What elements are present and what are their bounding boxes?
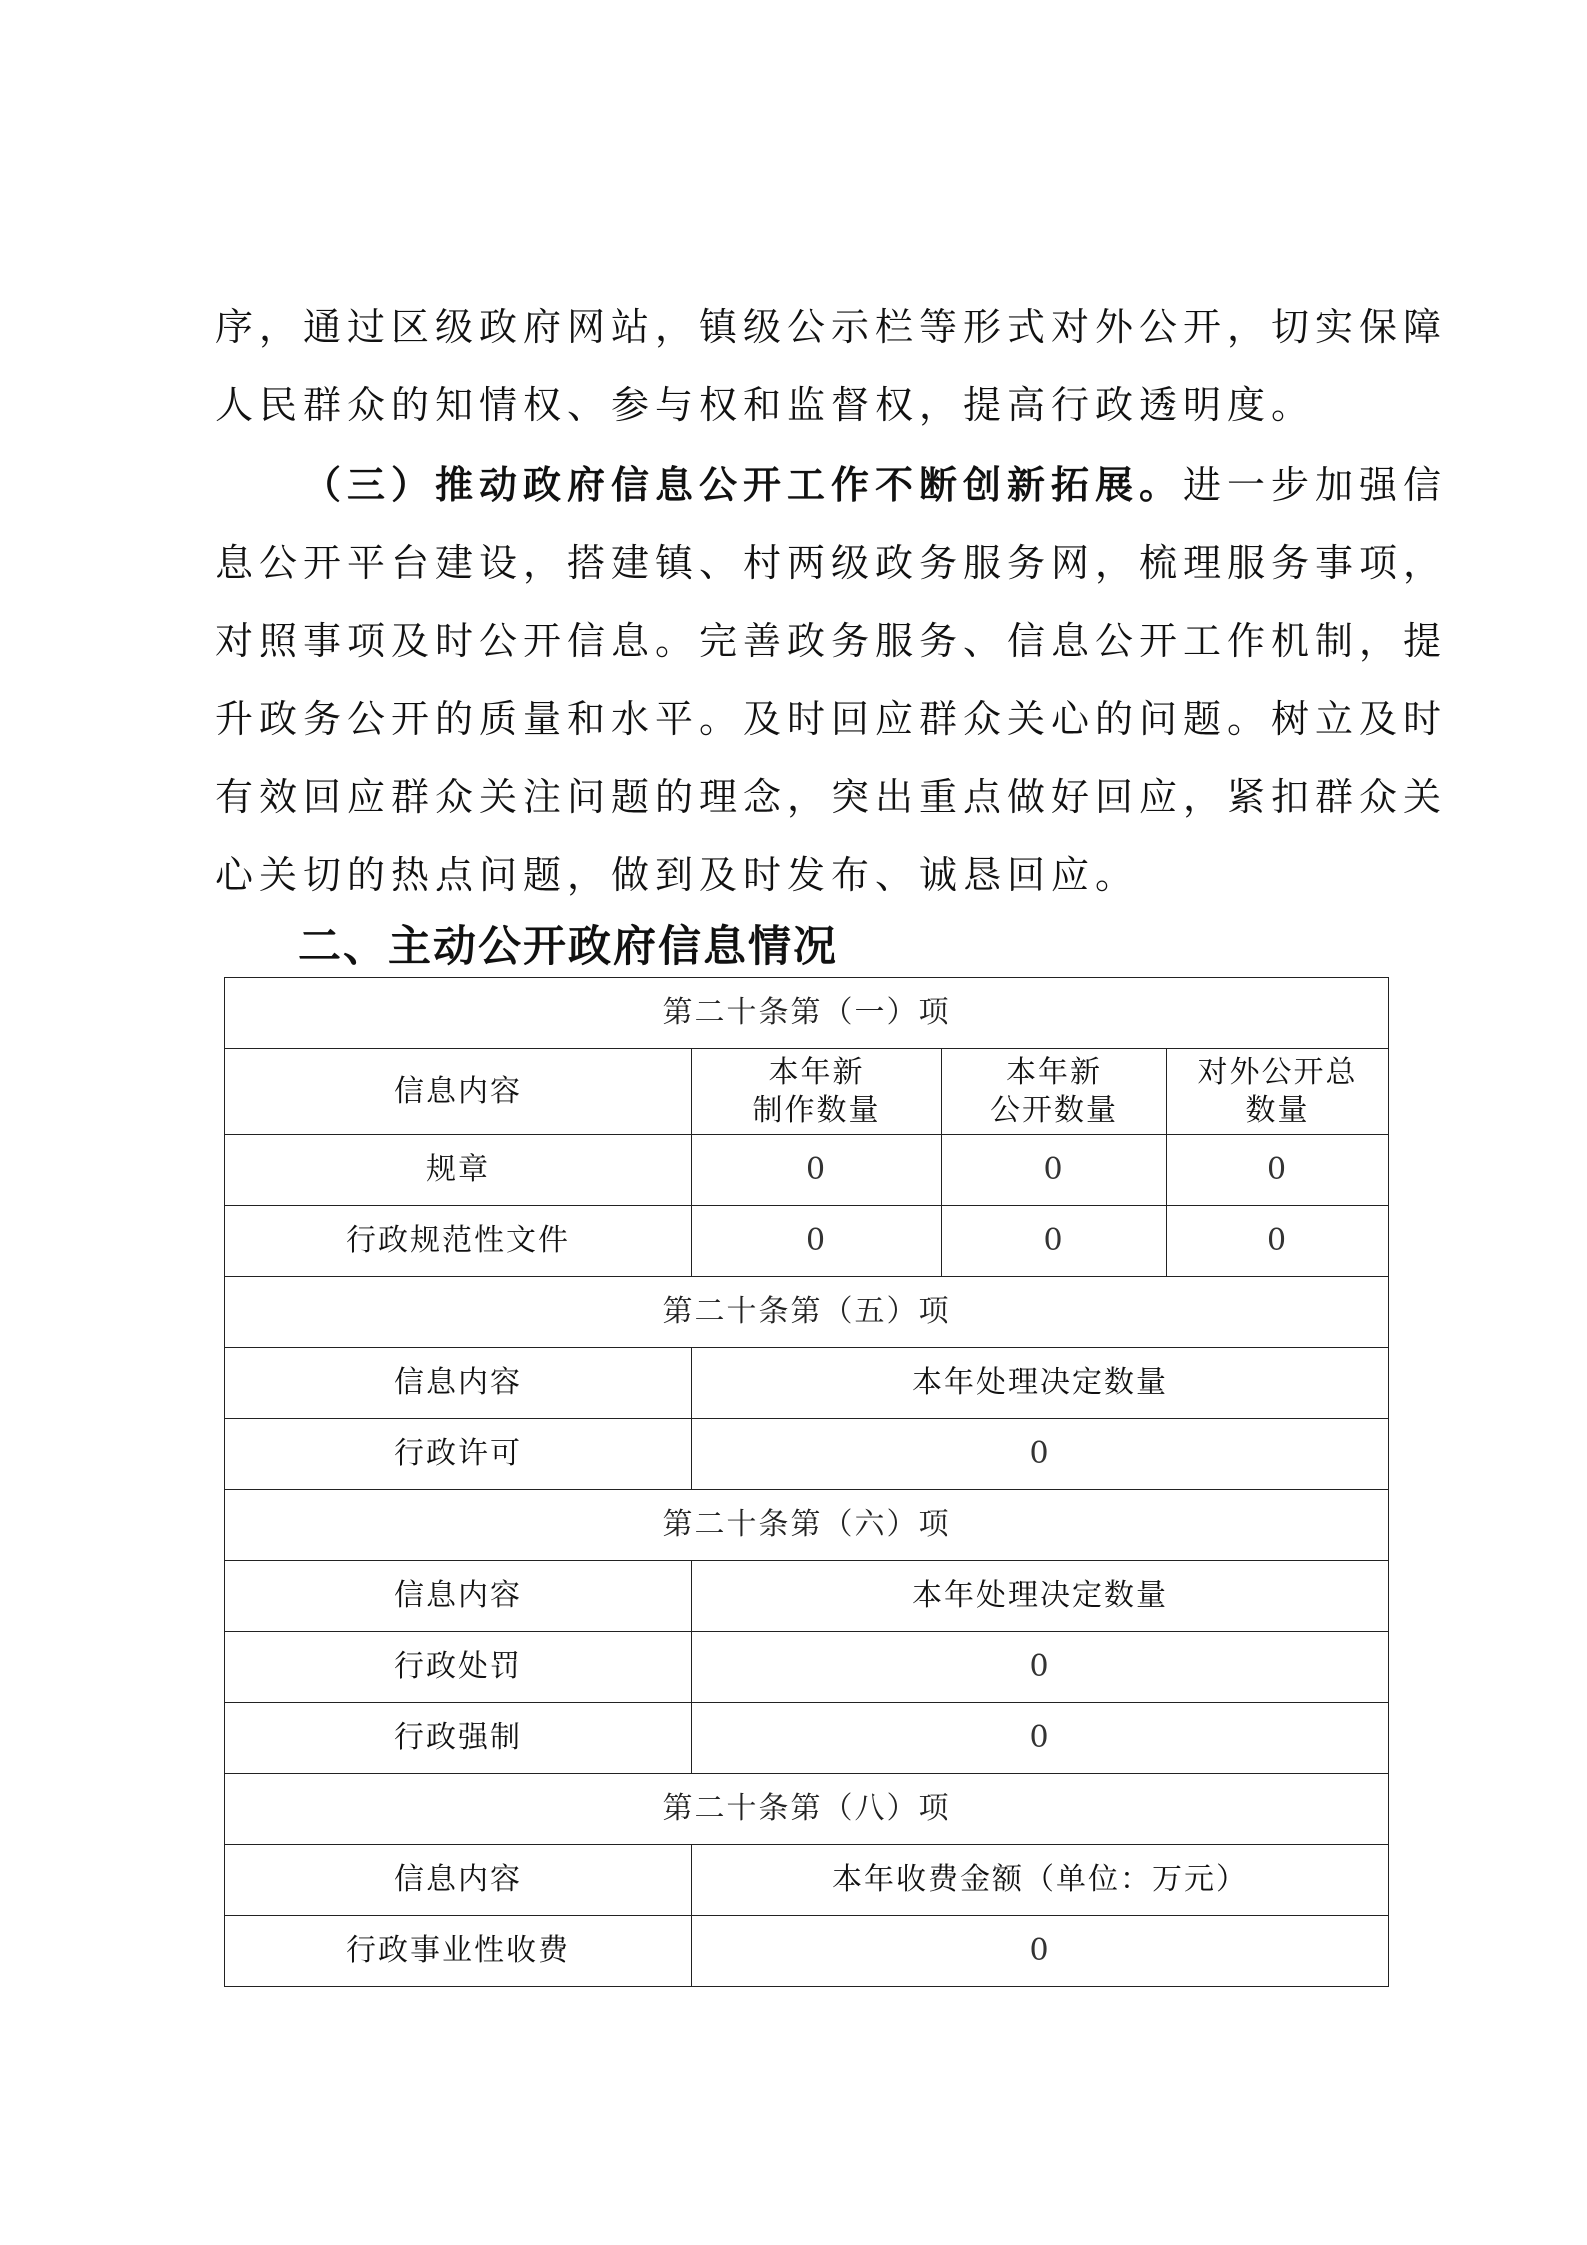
section-three-line: 息公开平台建设，搭建镇、村两级政务服务网，梳理服务事项， xyxy=(215,541,1448,585)
section-heading: 二、主动公开政府信息情况 xyxy=(298,922,838,972)
intro-line: 序，通过区级政府网站，镇级公示栏等形式对外公开，切实保障 xyxy=(215,305,1448,349)
column-header-content: 信息内容 xyxy=(225,1845,692,1916)
table-row xyxy=(225,1206,1389,1277)
section-title: 第二十条第（八）项 xyxy=(225,1774,1389,1845)
table-header-row xyxy=(225,1049,1389,1135)
column-header-total-published: 对外公开总 数量 xyxy=(1167,1049,1389,1135)
cell-value: 0 xyxy=(692,1916,1389,1987)
section-title: 第二十条第（一）项 xyxy=(225,978,1389,1049)
column-header-new-published: 本年新 公开数量 xyxy=(942,1049,1167,1135)
section-three-paragraph xyxy=(215,446,1448,914)
column-header-content: 信息内容 xyxy=(225,1049,692,1135)
table-section-header xyxy=(225,1490,1389,1561)
table-section-header xyxy=(225,1774,1389,1845)
cell-value: 0 xyxy=(1167,1206,1389,1277)
section-three-line: 升政务公开的质量和水平。及时回应群众关心的问题。树立及时 xyxy=(215,697,1448,741)
column-header-content: 信息内容 xyxy=(225,1348,692,1419)
row-label: 行政许可 xyxy=(225,1419,692,1490)
cell-value: 0 xyxy=(942,1206,1167,1277)
cell-value: 0 xyxy=(1167,1135,1389,1206)
section-three-lead: （三）推动政府信息公开工作不断创新拓展。 xyxy=(303,462,1184,507)
intro-paragraph xyxy=(215,288,1448,444)
table-header-row xyxy=(225,1348,1389,1419)
section-three-line: 心关切的热点问题，做到及时发布、诚恳回应。 xyxy=(215,853,1140,897)
cell-value: 0 xyxy=(692,1419,1389,1490)
cell-value: 0 xyxy=(692,1135,942,1206)
table-header-row xyxy=(225,1561,1389,1632)
column-header-fee-amount: 本年收费金额（单位：万元） xyxy=(692,1845,1389,1916)
section-three-line: 对照事项及时公开信息。完善政务服务、信息公开工作机制，提 xyxy=(215,619,1448,663)
cell-value: 0 xyxy=(692,1632,1389,1703)
column-header-decisions: 本年处理决定数量 xyxy=(692,1561,1389,1632)
table-row xyxy=(225,1632,1389,1703)
section-title: 第二十条第（六）项 xyxy=(225,1490,1389,1561)
column-header-new-made: 本年新 制作数量 xyxy=(692,1049,942,1135)
row-label: 行政规范性文件 xyxy=(225,1206,692,1277)
table-row xyxy=(225,1916,1389,1987)
cell-value: 0 xyxy=(692,1206,942,1277)
row-label: 行政强制 xyxy=(225,1703,692,1774)
intro-line: 人民群众的知情权、参与权和监督权，提高行政透明度。 xyxy=(215,383,1316,427)
table-row xyxy=(225,1135,1389,1206)
section-three-line: 有效回应群众关注问题的理念，突出重点做好回应，紧扣群众关 xyxy=(215,775,1448,819)
row-label: 规章 xyxy=(225,1135,692,1206)
section-three-first-line xyxy=(215,446,1448,524)
section-title: 第二十条第（五）项 xyxy=(225,1277,1389,1348)
table-header-row xyxy=(225,1845,1389,1916)
column-header-content: 信息内容 xyxy=(225,1561,692,1632)
cell-value: 0 xyxy=(692,1703,1389,1774)
disclosure-table xyxy=(224,977,1389,1987)
cell-value: 0 xyxy=(942,1135,1167,1206)
table-row xyxy=(225,1703,1389,1774)
row-label: 行政事业性收费 xyxy=(225,1916,692,1987)
table-row xyxy=(225,1419,1389,1490)
section-three-first-rest: 进一步加强信 xyxy=(1183,463,1448,507)
row-label: 行政处罚 xyxy=(225,1632,692,1703)
table-section-header xyxy=(225,1277,1389,1348)
table-section-header xyxy=(225,978,1389,1049)
column-header-decisions: 本年处理决定数量 xyxy=(692,1348,1389,1419)
